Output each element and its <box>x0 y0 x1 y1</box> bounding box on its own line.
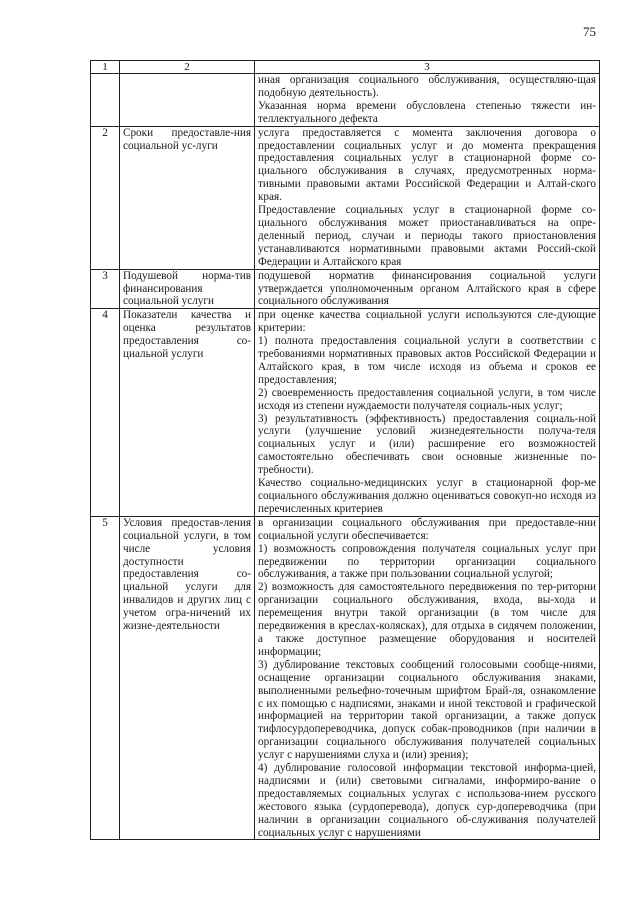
row-paragraph: Качество социально-медицинских услуг в стационарной фор-ме социального обслуживания должно оцениваться совокуп-но исходя из перечисленных критериев <box>258 477 596 515</box>
row-number: 3 <box>91 269 120 309</box>
page-number: 75 <box>583 24 596 39</box>
services-table <box>90 60 600 840</box>
row-paragraph: Предоставление социальных услуг в стационарной форме со-циального обслуживания может приостанавливаться на опре-деленный период, случаи и периоды такого приостановления устанавливаются нормативными правовыми актами Россий-ской Федерации и Алтайского края <box>258 204 596 268</box>
table-row <box>91 74 600 127</box>
row-paragraph: услуга предоставляется с момента заключения договора о предоставлении социальных услуг и до момента прекращения предоставления социальных услуг в стационарной форме со-циального обслуживания в случаях, предусмотренных норма-тивными правовыми актами Российской Федерации и Алтай-ского края. <box>258 126 596 204</box>
row-paragraph: 3) дублирование текстовых сообщений голосовыми сообще-ниями, оснащение организации социального обслуживания знаками, выполненными рельефно-точечным шрифтом Брай-ля, ознакомление с их помощью с надписями, знаками и иной текстовой и графической информацией на территории такой организации, а также допуск тифлосурдопереводчика, допуск собак-проводников (при наличии в организации социального обслуживания получателей социальных услуг с нарушениями слуха и (или) зрения); <box>258 658 596 762</box>
row-paragraph: 1) возможность сопровождения получателя социальных услуг при передвижении по территории организации социального обслуживания, а также при пользовании социальной услугой; <box>258 542 596 581</box>
row-content <box>255 269 600 309</box>
table-row <box>91 269 600 309</box>
row-number <box>91 74 120 127</box>
table-row <box>91 516 600 840</box>
row-name: Подушевой норма-тив финансирования социальной услуги <box>120 269 255 309</box>
row-paragraph: 2) возможность для самостоятельного передвижения по тер-ритории организации социального обслуживания, входа, вы-хода и перемещения внутри такой организации (в том числе для передвижения в креслах-колясках), для отдыха в сидячем положении, а также доступное размещение оборудования и носителей информации; <box>258 581 596 658</box>
row-paragraph: 2) своевременность предоставления социальной услуги, в том числе исходя из степени нуждаемости получателя социаль-ных услуг; <box>258 386 596 412</box>
table-header-row <box>91 61 600 74</box>
row-paragraph: 4) дублирование голосовой информации текстовой информа-цией, надписями и (или) световыми сигналами, информиро-вание о предоставляемых социальных услугах с использова-нием русского жестового языка (сурдоперевода), допуск сур-допереводчика (при наличии в организации социального об-служивания получателей социальных услуг с нарушениями <box>258 762 596 839</box>
row-name: Сроки предоставле-ния социальной ус-луги <box>120 126 255 269</box>
table-row <box>91 126 600 269</box>
row-paragraph: 1) полнота предоставления социальной услуги в соответствии с требованиями нормативных правовых актов Российской Федерации и Алтайского края, в том числе исходя из объема и сроков ее предоставления; <box>258 335 596 386</box>
table-row <box>91 309 600 517</box>
row-number: 4 <box>91 309 120 517</box>
row-paragraph: подушевой норматив финансирования социальной услуги утверждается уполномоченным органом Алтайского края в сфере социального обслуживания <box>258 269 596 308</box>
row-paragraph: иная организация социального обслуживания, осуществляю-щая подобную деятельность). <box>258 74 596 99</box>
row-number: 5 <box>91 516 120 840</box>
row-content <box>255 516 600 840</box>
row-name: Условия предостав-ления социальной услуги, в том числе условия доступности предоставления со-циальной услуги для инвалидов и других лиц с учетом огра-ничений их жизне-деятельности <box>120 516 255 840</box>
row-content <box>255 74 600 127</box>
row-paragraph: в организации социального обслуживания при предоставле-нии социальной услуги обеспечивается: <box>258 516 596 542</box>
row-content <box>255 309 600 517</box>
row-name <box>120 74 255 127</box>
row-number: 2 <box>91 126 120 269</box>
header-col-2: 2 <box>120 61 255 74</box>
row-content <box>255 126 600 269</box>
header-col-1: 1 <box>91 61 120 74</box>
row-paragraph: Указанная норма времени обусловлена степенью тяжести ин-теллектуального дефекта <box>258 99 596 125</box>
header-col-3: 3 <box>255 61 600 74</box>
row-paragraph: при оценке качества социальной услуги используются сле-дующие критерии: <box>258 309 596 335</box>
row-name: Показатели качества и оценка результатов предоставления со-циальной услуги <box>120 309 255 517</box>
row-paragraph: 3) результативность (эффективность) предоставления социаль-ной услуги (улучшение условий жизнедеятельности получа-теля социальных услуг и (или) расширение его возможностей самостоятельно обеспечивать свои основные жизненные по-требности). <box>258 412 596 477</box>
